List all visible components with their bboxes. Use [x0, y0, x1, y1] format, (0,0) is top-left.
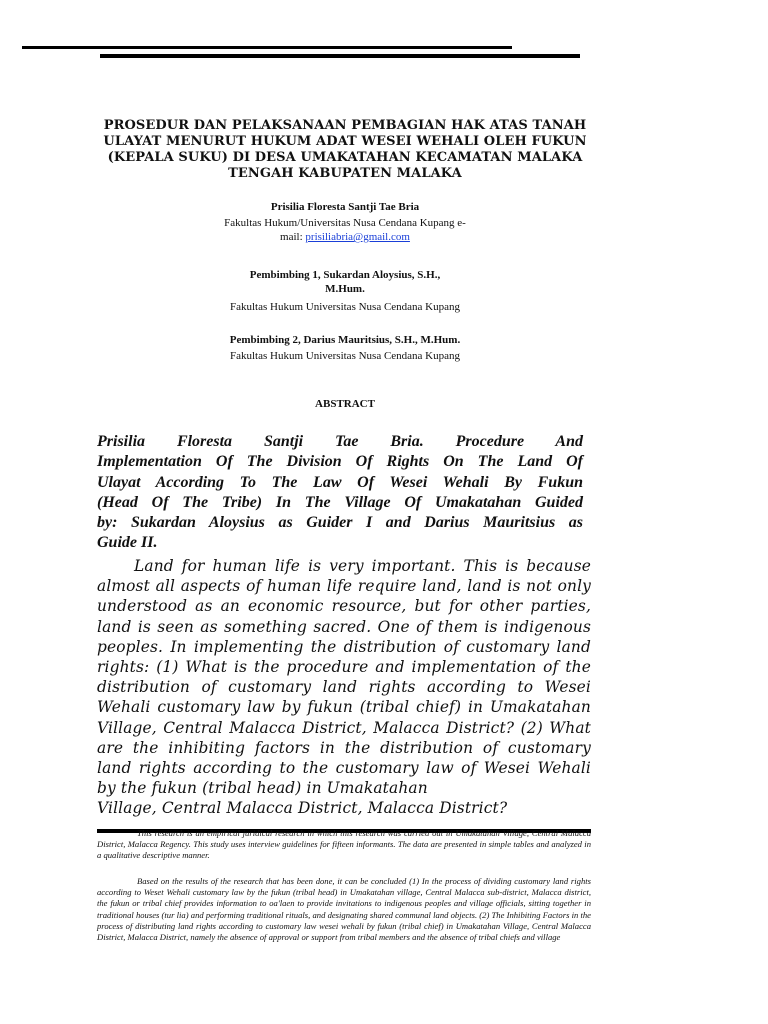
title-line: (KEPALA SUKU) DI DESA UMAKATAHAN KECAMATAN MALAKA — [107, 150, 583, 165]
author-email-line — [100, 230, 590, 244]
author-name: Prisilia Floresta Santji Tae Bria — [270, 201, 420, 213]
citation-line: Ulayat According To The Law Of Wesei Wehali By Fukun — [97, 473, 583, 491]
abstract-citation — [97, 432, 583, 554]
supervisor-2-affiliation: Fakultas Hukum Universitas Nusa Cendana Kupang — [229, 350, 461, 362]
citation-line: (Head Of The Tribe) In The Village Of Umakatahan Guided — [97, 493, 583, 511]
title-line: TENGAH KABUPATEN MALAKA — [228, 166, 462, 181]
title-line: ULAYAT MENURUT HUKUM ADAT WESEI WEHALI OLEH FUKUN — [103, 134, 587, 149]
supervisor-2-name: Pembimbing 2, Darius Mauritsius, S.H., M.Hum. — [229, 334, 461, 346]
abstract-paragraph-2: This research is an empirical juridical research in which this research was carried out in Umakatahan Village, Central Malacca District, Malacca Regency. This study uses interview guidelines for fifteen informants. The data are presented in simple tables and analyzed in a qualitative descriptive manner. — [97, 828, 591, 861]
supervisor-1-title: M.Hum. — [325, 283, 365, 295]
supervisor-1-block — [100, 268, 590, 314]
abstract-heading: ABSTRACT — [315, 398, 375, 410]
supervisor-1-affiliation: Fakultas Hukum Universitas Nusa Cendana Kupang — [229, 301, 461, 313]
email-prefix: mail: — [280, 231, 306, 243]
header-rule-bottom — [100, 54, 580, 58]
paragraph-text: Land for human life is very important. This is because almost all aspects of human life require land, land is not only understood as an economic resource, but for other parties, land is seen as something sacred. One of them is indigenous peoples. In implementing the distribution of customary land rights: (1) What is the procedure and implementation of the distribution of customary land rights according to Wesei Wehali customary law by fukun (tribal chief) in Umakatahan Village, Central Malacca District, Malacca District? (2) What are the inhibiting factors in the distribution of customary land rights according to the customary law of Wesei Wehali by the fukun (tribal head) in Umakatahan — [97, 557, 591, 798]
author-email-link[interactable]: prisiliabria@gmail.com — [305, 231, 410, 243]
author-block — [100, 200, 590, 244]
author-affiliation: Fakultas Hukum/Universitas Nusa Cendana Kupang e- — [224, 217, 466, 229]
paper-title — [100, 118, 590, 182]
abstract-paragraph-3: Based on the results of the research that has been done, it can be concluded (1) In the process of dividing customary land rights according to Weset Wehali customary law by the fukun (tribal head) in Umakatahan village, Central Malacca sub-district, Malacca district, the fukun or tribal chief provides information to oa'laen to provide invitations to indigenous peoples and village officials, sitting together in traditional houses (tur lia) and performing traditional rituals, and designating shared communal land objects. (2) The Inhibiting Factors in the process of distributing land rights according to customary law wesei wehali by fukun (tribal chief) in Umakatahan Village, Central Malacca District, Malacca District, namely the absence of approval or support from tribal members and the absence of tribal chiefs and village — [97, 876, 591, 943]
citation-line: Implementation Of The Division Of Rights On The Land Of — [97, 453, 583, 471]
header-rule-top — [22, 46, 512, 49]
supervisor-1-name: Pembimbing 1, Sukardan Aloysius, S.H., — [249, 269, 441, 281]
paragraph-tail: Village, Central Malacca District, Malacca District? — [97, 799, 508, 818]
abstract-paragraph-1 — [97, 556, 591, 819]
citation-line: Prisilia Floresta Santji Tae Bria. Procedure And — [97, 433, 583, 450]
supervisor-2-block — [100, 333, 590, 363]
citation-line: by: Sukardan Aloysius as Guider I and Darius Mauritsius as — [97, 514, 583, 532]
citation-line: Guide II. — [97, 534, 158, 552]
title-line: PROSEDUR DAN PELAKSANAAN PEMBAGIAN HAK ATAS TANAH — [103, 118, 587, 133]
